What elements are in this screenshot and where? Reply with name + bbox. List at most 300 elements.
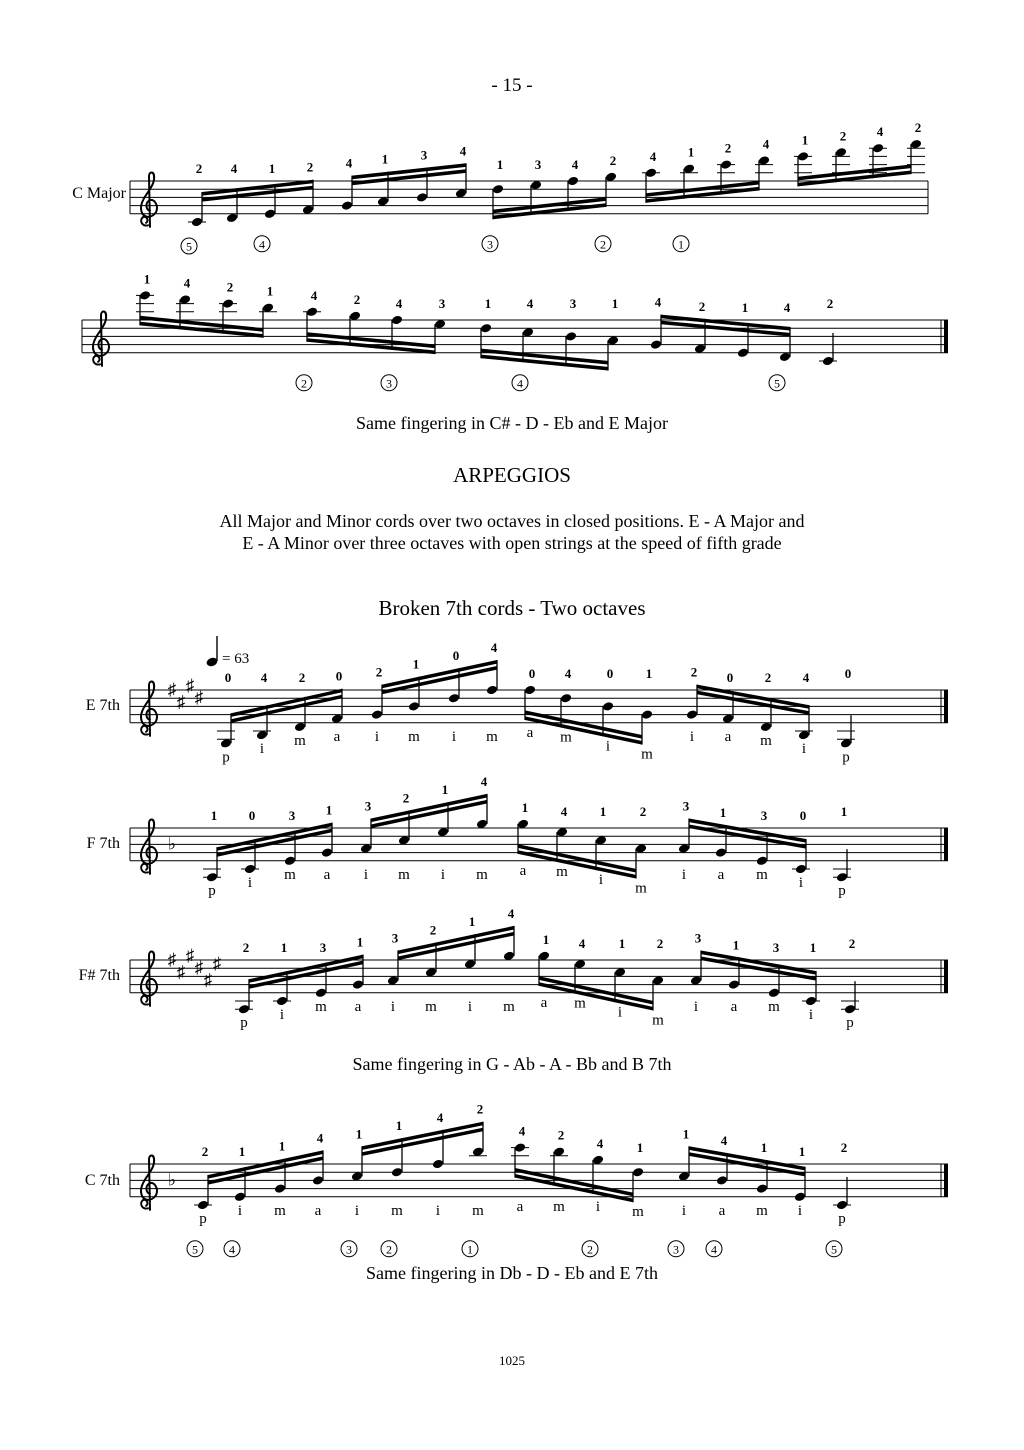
finger-number: 4: [649, 148, 657, 164]
final-barline-thick: [944, 320, 948, 353]
notehead: [728, 979, 740, 990]
finger-number: 1: [732, 937, 740, 953]
finger-number: 3: [319, 940, 327, 955]
right-hand-finger: i: [689, 728, 695, 745]
right-hand-finger: m: [652, 1012, 664, 1029]
string-number: 5: [192, 1242, 198, 1257]
beam: [398, 926, 514, 954]
broken-7th-heading: Broken 7th cords - Two octaves: [378, 596, 646, 620]
finger-number: 2: [724, 140, 732, 156]
notehead: [206, 872, 218, 883]
notehead: [641, 709, 653, 720]
finger-number: 4: [720, 1133, 728, 1149]
string-number: 5: [831, 1242, 837, 1257]
staff-f7: [130, 774, 948, 899]
string-number: 1: [467, 1242, 473, 1257]
staff-e7: [130, 640, 948, 765]
finger-number: 4: [345, 155, 353, 171]
finger-number: 1: [682, 1126, 690, 1142]
sharp-icon: ♯: [185, 675, 195, 695]
finger-number: 0: [248, 808, 256, 823]
final-barline-thick: [944, 960, 948, 993]
notehead: [756, 1183, 768, 1194]
finger-number: 2: [656, 936, 664, 951]
notehead: [836, 872, 848, 883]
notehead: [352, 979, 364, 990]
finger-number: 2: [476, 1101, 484, 1117]
system-label-c-major: C Major: [72, 185, 126, 202]
right-hand-finger: i: [681, 866, 687, 883]
string-number: 3: [487, 237, 493, 252]
sharp-icon: ♯: [212, 954, 222, 974]
right-hand-finger: i: [681, 1202, 687, 1219]
right-hand-finger: i: [595, 1198, 601, 1215]
finger-number: 2: [698, 298, 706, 314]
finger-number: 1: [238, 1144, 246, 1159]
right-hand-finger: m: [476, 866, 488, 883]
right-hand-finger: m: [641, 746, 653, 763]
notehead: [524, 685, 536, 696]
right-hand-finger: m: [768, 998, 780, 1015]
notehead: [391, 1167, 403, 1178]
beam: [539, 982, 653, 1010]
notehead: [197, 1200, 209, 1211]
beam: [525, 716, 642, 744]
page-number: - 15 -: [491, 75, 533, 96]
right-hand-finger: a: [519, 862, 527, 879]
notehead: [486, 685, 498, 696]
final-barline-thick: [944, 690, 948, 723]
right-hand-finger: i: [237, 1202, 243, 1219]
right-hand-finger: m: [315, 998, 327, 1015]
right-hand-finger: m: [486, 728, 498, 745]
right-hand-finger: p: [222, 749, 230, 766]
finger-number: 2: [402, 790, 410, 806]
string-number: 3: [346, 1242, 352, 1257]
sharp-icon: ♯: [167, 680, 177, 699]
finger-number: 1: [468, 914, 476, 930]
finger-number: 0: [844, 666, 852, 681]
finger-number: 1: [266, 283, 274, 299]
beam: [231, 689, 342, 717]
finger-number: 2: [848, 936, 856, 951]
finger-number: 2: [609, 152, 617, 168]
finger-number: 4: [459, 143, 467, 159]
beam: [539, 976, 653, 1004]
finger-number: 1: [741, 300, 749, 315]
sharp-icon: ♯: [194, 958, 204, 978]
notehead: [836, 1200, 848, 1211]
right-hand-finger: i: [797, 1202, 803, 1219]
right-hand-finger: m: [425, 998, 437, 1015]
right-hand-finger: m: [284, 866, 296, 883]
right-hand-finger: i: [259, 741, 265, 758]
string-number: 4: [229, 1242, 235, 1257]
right-hand-finger: i: [801, 741, 807, 758]
right-hand-finger: m: [635, 880, 647, 897]
finger-number: 2: [639, 804, 647, 819]
finger-number: 1: [636, 1140, 644, 1155]
notehead: [408, 701, 420, 712]
finger-number: 4: [480, 773, 488, 789]
sharp-icon: ♯: [194, 688, 204, 708]
notehead: [284, 855, 296, 866]
finger-number: 0: [335, 668, 343, 684]
staff-c7: [130, 1102, 948, 1257]
right-hand-finger: a: [333, 728, 341, 745]
finger-number: 0: [528, 666, 536, 681]
notehead: [797, 151, 809, 162]
staff-fs7: [130, 906, 948, 1031]
finger-number: 4: [762, 136, 770, 152]
right-hand-finger: i: [435, 1202, 441, 1219]
notehead: [560, 693, 572, 704]
finger-number: 1: [611, 296, 619, 311]
right-hand-finger: a: [730, 998, 738, 1015]
finger-number: 3: [391, 930, 399, 946]
finger-number: 1: [210, 808, 218, 823]
flat-icon: ♭: [167, 1170, 177, 1190]
beam: [382, 660, 497, 688]
finger-number: 2: [840, 1140, 848, 1155]
finger-number: 1: [268, 161, 276, 176]
finger-number: 1: [599, 804, 607, 819]
notehead: [567, 176, 579, 187]
string-number: 4: [259, 237, 265, 252]
finger-number: 4: [571, 157, 579, 172]
notehead: [822, 356, 834, 367]
staff-c-major-2: [82, 271, 948, 390]
beam: [371, 800, 487, 828]
footer-code: 1025: [499, 1353, 525, 1368]
finger-number: 4: [395, 296, 403, 311]
notehead: [321, 847, 333, 858]
sharp-icon: ♯: [167, 950, 177, 969]
finger-number: 0: [224, 670, 232, 685]
finger-number: 1: [687, 144, 695, 160]
finger-number: 4: [654, 294, 662, 310]
sharp-icon: ♯: [185, 945, 195, 965]
finger-number: 0: [606, 666, 614, 681]
flat-icon: ♭: [167, 834, 177, 854]
right-hand-finger: m: [632, 1204, 644, 1221]
right-hand-finger: i: [390, 998, 396, 1015]
finger-number: 4: [436, 1109, 444, 1125]
finger-number: 4: [578, 936, 586, 951]
finger-number: 2: [690, 664, 698, 680]
notehead: [716, 1175, 728, 1186]
beam: [518, 850, 636, 881]
finger-number: 4: [596, 1135, 604, 1151]
final-barline-thick: [944, 828, 948, 861]
finger-number: 4: [802, 670, 810, 685]
right-hand-finger: m: [294, 732, 306, 749]
notehead: [737, 347, 749, 358]
system-label-e7: E 7th: [85, 697, 120, 714]
right-hand-finger: i: [598, 872, 604, 889]
notehead: [391, 315, 403, 326]
notehead: [632, 1167, 644, 1178]
finger-number: 2: [195, 161, 203, 176]
right-hand-finger: p: [208, 883, 216, 900]
finger-number: 2: [242, 940, 250, 955]
notehead: [768, 987, 780, 998]
notehead: [244, 864, 256, 875]
right-hand-finger: m: [398, 866, 410, 883]
beam: [398, 932, 514, 960]
finger-number: 2: [764, 670, 772, 685]
notehead: [794, 1191, 806, 1202]
finger-number: 4: [518, 1123, 526, 1139]
sharp-icon: ♯: [176, 692, 186, 712]
finger-number: 1: [381, 151, 389, 167]
notehead: [371, 709, 383, 720]
system-label-c7: C 7th: [84, 1172, 120, 1189]
seventh-fingering-note-1: Same fingering in G - Ab - A - Bb and B 7th: [352, 1054, 672, 1074]
final-barline-thick: [944, 1164, 948, 1197]
finger-number: 4: [560, 804, 568, 819]
right-hand-finger: i: [798, 875, 804, 891]
finger-number: 2: [557, 1127, 565, 1143]
finger-number: 2: [429, 922, 437, 938]
right-hand-finger: m: [472, 1202, 484, 1219]
tempo-marking: = 63: [222, 651, 250, 667]
finger-number: 1: [355, 1126, 363, 1142]
finger-number: 4: [783, 300, 791, 315]
notehead: [795, 864, 807, 875]
right-hand-finger: i: [354, 1202, 360, 1219]
right-hand-finger: i: [808, 1007, 814, 1023]
string-number: 5: [774, 376, 780, 391]
scale-fingering-note: Same fingering in C# - D - Eb and E Major: [356, 413, 668, 433]
sharp-icon: ♯: [176, 962, 186, 982]
right-hand-finger: m: [553, 1198, 565, 1215]
string-number: 3: [673, 1242, 679, 1257]
seventh-fingering-note-2: Same fingering in Db - D - Eb and E 7th: [366, 1263, 658, 1283]
finger-number: 4: [490, 640, 498, 655]
finger-number: 1: [412, 656, 420, 672]
right-hand-finger: a: [540, 994, 548, 1011]
finger-number: 1: [760, 1140, 768, 1156]
finger-number: 4: [507, 905, 515, 921]
finger-number: 4: [260, 670, 268, 685]
beam: [371, 794, 487, 822]
finger-number: 1: [484, 296, 492, 311]
finger-number: 1: [395, 1118, 403, 1134]
right-hand-finger: m: [556, 864, 568, 881]
finger-number: 1: [325, 802, 333, 818]
notehead: [264, 208, 276, 219]
finger-number: 3: [772, 940, 780, 955]
right-hand-finger: a: [724, 728, 732, 745]
notehead: [844, 1004, 856, 1015]
finger-number: 1: [840, 804, 848, 819]
notehead: [602, 701, 614, 712]
finger-number: 2: [375, 664, 383, 680]
finger-number: 2: [226, 279, 234, 295]
notehead: [238, 1004, 250, 1015]
right-hand-finger: i: [617, 1004, 623, 1021]
finger-number: 1: [356, 934, 364, 950]
finger-number: 4: [310, 287, 318, 303]
right-hand-finger: p: [240, 1015, 248, 1032]
right-hand-finger: i: [605, 738, 611, 755]
notehead: [715, 847, 727, 858]
right-hand-finger: i: [451, 728, 457, 745]
notehead: [274, 1183, 286, 1194]
notehead: [565, 331, 577, 342]
right-hand-finger: m: [756, 1202, 768, 1219]
finger-number: 3: [534, 157, 542, 172]
notehead: [341, 200, 353, 211]
right-hand-finger: a: [718, 1202, 726, 1219]
finger-number: 3: [760, 808, 768, 823]
notehead: [650, 339, 662, 350]
right-hand-finger: i: [374, 728, 380, 745]
notehead: [312, 1175, 324, 1186]
notehead: [139, 290, 151, 301]
right-hand-finger: m: [274, 1202, 286, 1219]
right-hand-finger: m: [391, 1202, 403, 1219]
notehead: [222, 298, 234, 309]
system-label-fs7: F# 7th: [78, 967, 120, 984]
notehead: [720, 159, 732, 170]
right-hand-finger: m: [408, 728, 420, 745]
finger-number: 2: [353, 291, 361, 307]
right-hand-finger: p: [838, 1211, 846, 1227]
finger-number: 1: [645, 666, 653, 681]
arpeggios-heading: ARPEGGIOS: [453, 463, 571, 487]
finger-number: 3: [682, 798, 690, 814]
right-hand-finger: m: [574, 995, 586, 1012]
finger-number: 2: [298, 670, 306, 685]
finger-number: 3: [420, 147, 428, 163]
finger-number: 1: [719, 804, 727, 820]
right-hand-finger: i: [693, 998, 699, 1015]
finger-number: 3: [288, 808, 296, 823]
staff-c-major-1: [130, 120, 928, 254]
finger-number: 1: [280, 940, 288, 955]
notehead: [448, 693, 460, 704]
finger-number: 2: [914, 120, 922, 136]
right-hand-finger: a: [516, 1198, 524, 1215]
finger-number: 1: [809, 940, 817, 955]
notehead: [234, 1191, 246, 1202]
finger-number: 4: [526, 296, 534, 311]
right-hand-finger: i: [467, 998, 473, 1015]
beam: [362, 1128, 483, 1156]
notehead: [480, 323, 492, 334]
notehead: [492, 184, 504, 195]
right-hand-finger: a: [526, 724, 534, 741]
notehead: [686, 709, 698, 720]
right-hand-finger: i: [363, 866, 369, 883]
sharp-icon: ♯: [203, 970, 213, 990]
finger-number: 4: [316, 1130, 324, 1146]
notehead: [276, 996, 288, 1007]
notehead: [645, 167, 657, 178]
finger-number: 4: [564, 666, 572, 681]
beam: [518, 844, 636, 872]
right-hand-finger: p: [199, 1211, 207, 1227]
finger-number: 0: [726, 670, 734, 685]
right-hand-finger: p: [842, 749, 850, 766]
finger-number: 3: [569, 296, 577, 311]
right-hand-finger: m: [503, 998, 515, 1015]
right-hand-finger: a: [314, 1202, 322, 1219]
notehead: [315, 987, 327, 998]
right-hand-finger: p: [838, 883, 846, 900]
finger-number: 1: [496, 157, 504, 172]
finger-number: 2: [306, 159, 314, 175]
right-hand-finger: p: [846, 1015, 854, 1032]
beam: [231, 695, 342, 723]
string-number: 5: [186, 239, 192, 254]
finger-number: 2: [839, 128, 847, 144]
string-number: 4: [517, 376, 523, 391]
string-number: 2: [301, 376, 307, 391]
finger-number: 1: [441, 782, 449, 798]
notehead: [872, 143, 884, 154]
right-hand-finger: a: [717, 866, 725, 883]
finger-number: 1: [798, 1144, 806, 1159]
finger-number: 4: [183, 275, 191, 291]
notehead: [432, 1159, 444, 1170]
finger-number: 3: [438, 296, 446, 311]
right-hand-finger: a: [323, 866, 331, 883]
right-hand-finger: m: [560, 729, 572, 746]
finger-number: 1: [801, 132, 809, 148]
arpeggio-description-line2: E - A Minor over three octaves with open strings at the speed of fifth grade: [242, 533, 782, 553]
finger-number: 1: [542, 931, 550, 947]
finger-number: 4: [230, 161, 238, 176]
notehead: [756, 855, 768, 866]
string-number: 1: [678, 237, 684, 252]
string-number: 2: [386, 1242, 392, 1257]
finger-number: 1: [618, 936, 626, 951]
finger-number: 0: [452, 648, 460, 664]
beam: [362, 1122, 483, 1150]
finger-number: 3: [694, 930, 702, 946]
system-label-f7: F 7th: [86, 835, 120, 852]
right-hand-finger: i: [279, 1007, 285, 1023]
notehead: [191, 217, 203, 228]
notehead: [514, 1142, 526, 1153]
finger-number: 0: [799, 808, 807, 823]
right-hand-finger: i: [440, 866, 446, 883]
finger-number: 2: [201, 1144, 209, 1159]
right-hand-finger: m: [760, 732, 772, 749]
arpeggio-description-line1: All Major and Minor cords over two octaves in closed positions. E - A Major and: [219, 511, 805, 531]
notehead: [306, 306, 318, 317]
right-hand-finger: a: [354, 998, 362, 1015]
finger-number: 4: [876, 124, 884, 140]
finger-number: 1: [521, 799, 529, 815]
finger-number: 1: [278, 1138, 286, 1154]
string-number: 2: [587, 1242, 593, 1257]
string-number: 2: [600, 237, 606, 252]
quarter-note-icon: [205, 636, 218, 668]
right-hand-finger: i: [247, 875, 253, 891]
string-number: 4: [711, 1242, 717, 1257]
notehead: [416, 192, 428, 203]
string-number: 3: [386, 376, 392, 391]
finger-number: 3: [364, 798, 372, 814]
right-hand-finger: m: [756, 866, 768, 883]
finger-number: 1: [143, 271, 151, 287]
finger-number: 2: [826, 296, 834, 311]
notehead: [805, 996, 817, 1007]
